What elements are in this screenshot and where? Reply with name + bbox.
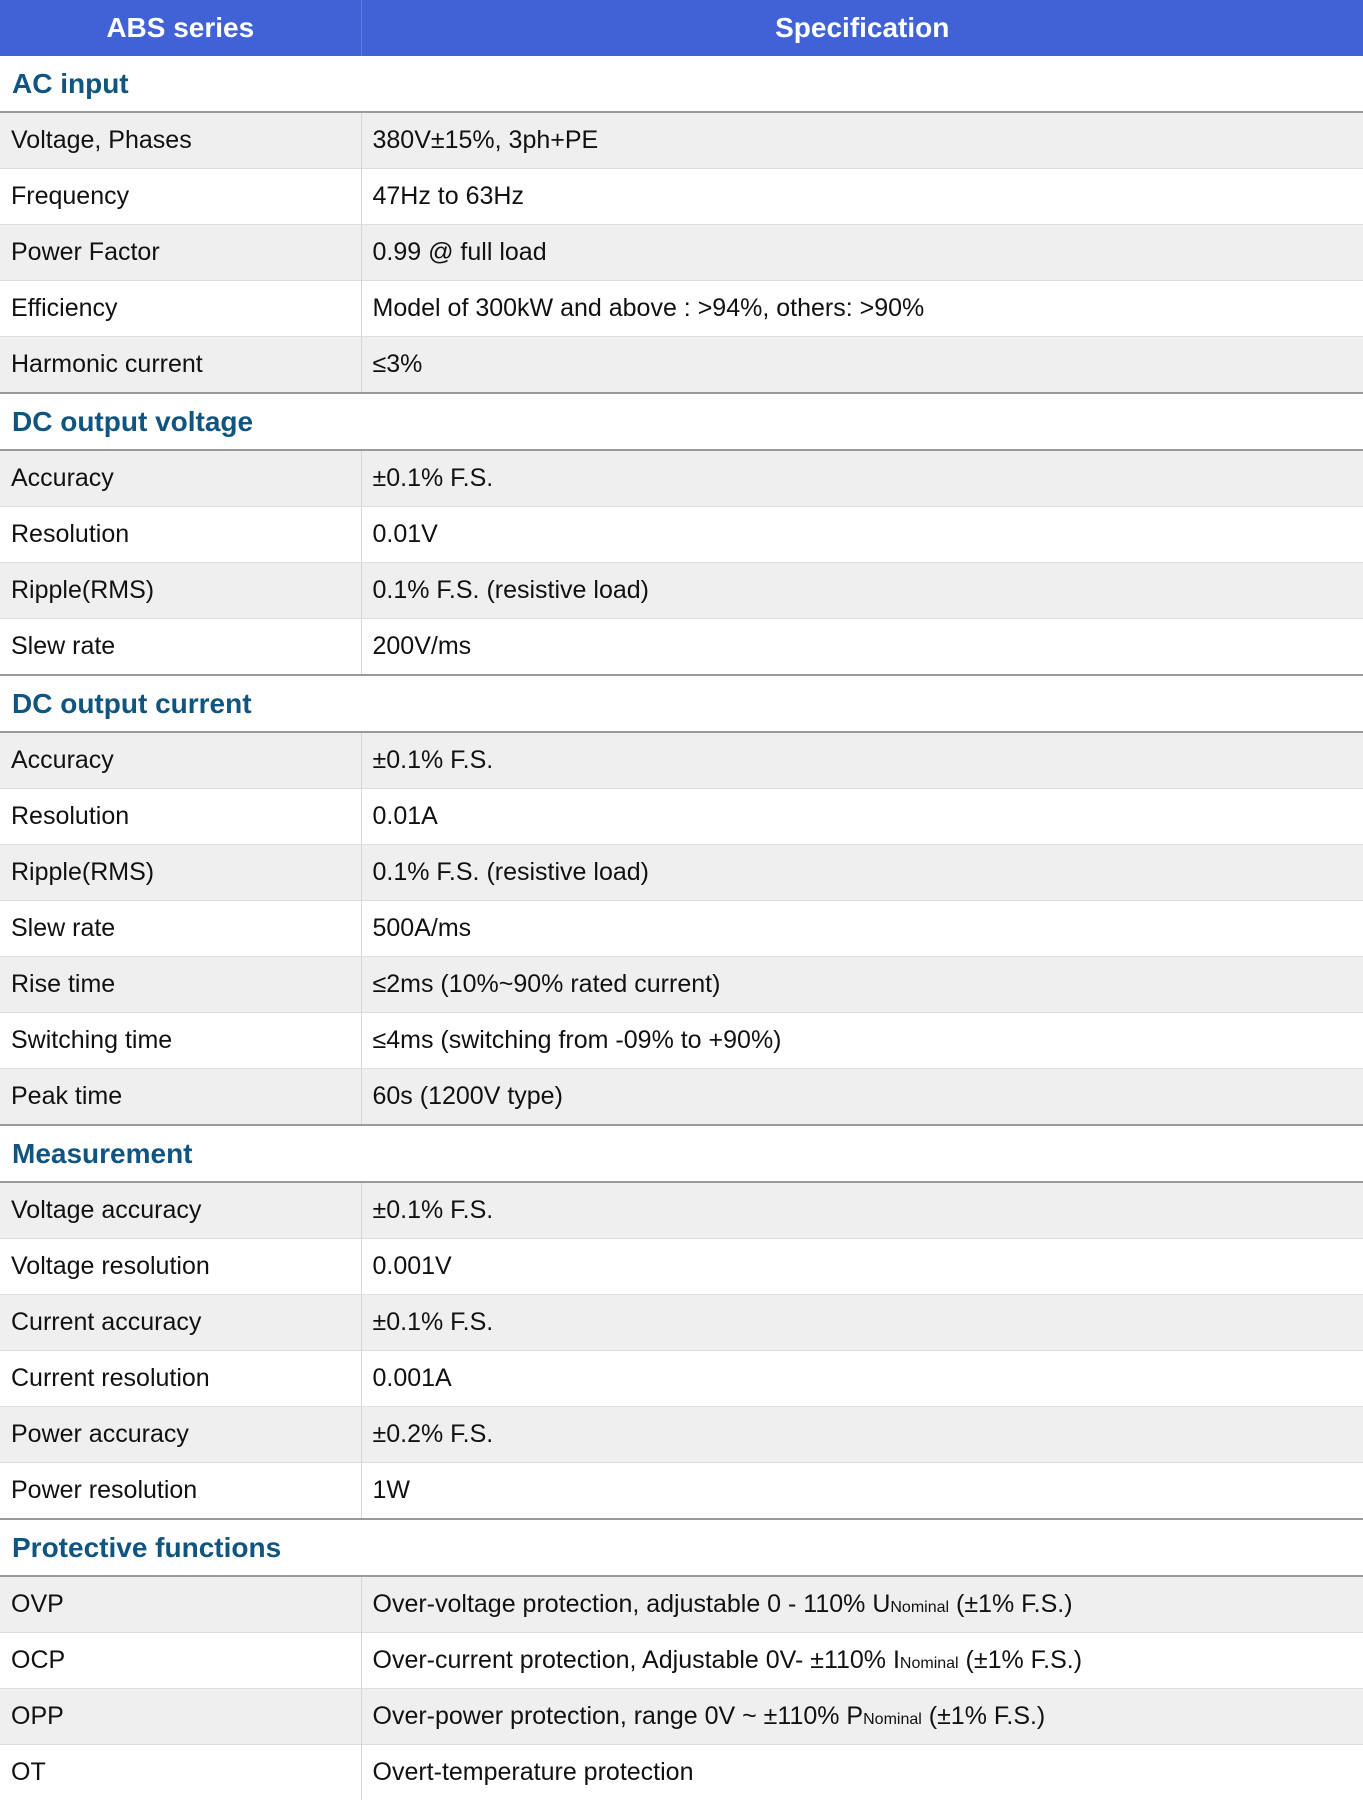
row-value [361,225,1363,281]
row-label: Ripple(RMS) [0,845,361,901]
table-row [0,1351,1363,1407]
value-subscript: Nominal [899,1655,959,1672]
value-text: Over-voltage protection, adjustable 0 - 110% U [372,1590,891,1618]
row-value [361,507,1363,563]
value-text: Over-power protection, range 0V ~ ±110% P [372,1702,864,1730]
row-label: Resolution [0,507,361,563]
row-value [361,337,1363,394]
row-label: Efficiency [0,281,361,337]
table-row [0,1689,1363,1745]
row-value [361,619,1363,676]
row-label: Resolution [0,789,361,845]
value-text: ±0.1% F.S. [372,1308,494,1336]
row-label: Voltage accuracy [0,1182,361,1239]
table-row [0,225,1363,281]
row-label: Current accuracy [0,1295,361,1351]
row-value [361,1239,1363,1295]
table-row [0,112,1363,169]
table-row [0,1182,1363,1239]
row-value [361,1069,1363,1126]
section-title: Measurement [0,1125,1363,1182]
value-text: ≤2ms (10%~90% rated current) [372,970,721,998]
value-text: 60s (1200V type) [372,1082,563,1110]
table-row [0,1295,1363,1351]
row-value [361,957,1363,1013]
section-header-row [0,56,1363,112]
row-label: Power accuracy [0,1407,361,1463]
section-title: DC output voltage [0,393,1363,450]
row-label: Frequency [0,169,361,225]
row-label: Peak time [0,1069,361,1126]
table-row [0,1633,1363,1689]
section-header-row [0,675,1363,732]
row-value [361,169,1363,225]
value-subscript: Nominal [890,1599,950,1616]
row-label: Voltage, Phases [0,112,361,169]
table-row [0,1745,1363,1801]
row-label: Accuracy [0,450,361,507]
row-label: OVP [0,1576,361,1633]
row-value [361,901,1363,957]
table-row [0,1463,1363,1520]
table-row [0,507,1363,563]
table-row [0,1239,1363,1295]
section-header-row [0,1519,1363,1576]
value-suffix: (±1% F.S.) [921,1702,1046,1730]
row-label: Power resolution [0,1463,361,1520]
table-row [0,957,1363,1013]
row-value [361,563,1363,619]
row-value [361,1576,1363,1633]
value-text: ±0.1% F.S. [372,746,494,774]
row-label: Harmonic current [0,337,361,394]
row-label: Accuracy [0,732,361,789]
section-title: AC input [0,56,1363,112]
header-specification: Specification [361,0,1363,56]
row-value [361,1351,1363,1407]
row-value [361,1689,1363,1745]
row-label: Switching time [0,1013,361,1069]
table-row [0,563,1363,619]
value-text: 0.001A [372,1364,452,1392]
row-label: OCP [0,1633,361,1689]
value-suffix: (±1% F.S.) [949,1590,1073,1618]
value-text: 500A/ms [372,914,472,942]
row-value [361,450,1363,507]
value-text: Overt-temperature protection [372,1758,694,1786]
row-value [361,1745,1363,1801]
value-text: 0.1% F.S. (resistive load) [372,576,649,604]
table-row [0,619,1363,676]
table-row [0,732,1363,789]
table-row [0,1576,1363,1633]
value-subscript: Nominal [863,1711,922,1728]
table-row [0,1013,1363,1069]
row-label: Voltage resolution [0,1239,361,1295]
section-header-row [0,393,1363,450]
value-text: 47Hz to 63Hz [372,182,524,210]
row-value [361,789,1363,845]
table-header-row [0,0,1363,56]
header-series: ABS series [0,0,361,56]
row-value [361,1182,1363,1239]
value-text: 0.01A [372,802,438,830]
row-label: Power Factor [0,225,361,281]
row-value [361,1013,1363,1069]
row-label: OPP [0,1689,361,1745]
row-value [361,845,1363,901]
value-text: 0.1% F.S. (resistive load) [372,858,649,886]
value-text: 0.99 @ full load [372,238,547,266]
section-title: Protective functions [0,1519,1363,1576]
table-row [0,901,1363,957]
row-value [361,1463,1363,1520]
table-row [0,789,1363,845]
value-text: 380V±15%, 3ph+PE [372,126,599,154]
spec-body [0,56,1363,1800]
section-title: DC output current [0,675,1363,732]
value-text: Over-current protection, Adjustable 0V- ±110% I [372,1646,900,1674]
table-row [0,450,1363,507]
value-suffix: (±1% F.S.) [958,1646,1083,1674]
value-text: ±0.1% F.S. [372,1196,494,1224]
table-row [0,337,1363,394]
value-text: Model of 300kW and above : >94%, others: >90% [372,294,925,322]
row-value [361,1633,1363,1689]
row-value [361,732,1363,789]
row-label: Current resolution [0,1351,361,1407]
section-header-row [0,1125,1363,1182]
row-value [361,1407,1363,1463]
value-text: ±0.1% F.S. [372,464,494,492]
table-row [0,169,1363,225]
row-label: Slew rate [0,619,361,676]
row-label: OT [0,1745,361,1801]
table-row [0,845,1363,901]
value-text: 1W [372,1476,410,1504]
value-text: ≤3% [372,350,423,378]
row-label: Rise time [0,957,361,1013]
table-row [0,1407,1363,1463]
value-text: 0.01V [372,520,438,548]
row-label: Ripple(RMS) [0,563,361,619]
value-text: 200V/ms [372,632,472,660]
value-text: ±0.2% F.S. [372,1420,494,1448]
row-label: Slew rate [0,901,361,957]
row-value [361,281,1363,337]
value-text: 0.001V [372,1252,452,1280]
row-value [361,112,1363,169]
table-row [0,281,1363,337]
table-row [0,1069,1363,1126]
row-value [361,1295,1363,1351]
value-text: ≤4ms (switching from -09% to +90%) [372,1026,782,1054]
